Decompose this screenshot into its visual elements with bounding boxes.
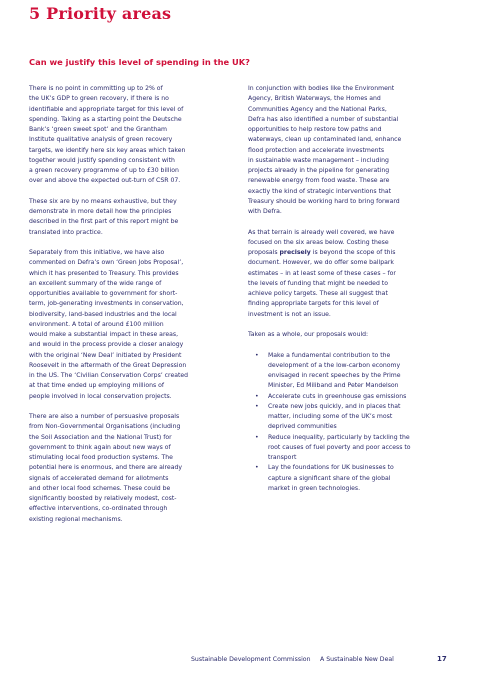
body-paragraph: Taken as a whole, our proposals would: <box>248 331 369 338</box>
footer-organisation: Sustainable Development Commission <box>191 656 311 663</box>
bullet-icon: • <box>255 392 259 400</box>
list-item-text: Accelerate cuts in greenhouse gas emissions <box>268 392 407 400</box>
list-item-text: Lay the foundations for UK businesses to capture a significant share of the global market in green technologies. <box>268 464 394 492</box>
bullet-icon: • <box>255 464 259 472</box>
list-item <box>248 392 456 402</box>
footer-publication: A Sustainable New Deal <box>320 656 394 663</box>
body-paragraph: These six are by no means exhaustive, but they demonstrate in more detail how the principles described in the first part of this report might be translated into practice. <box>29 197 179 236</box>
right-column <box>248 84 456 494</box>
page-title: 5 Priority areas <box>29 4 172 23</box>
list-item-text: Create new jobs quickly, and in places that matter, including some of the UK’s most deprived communities <box>268 402 401 431</box>
section-heading: Can we justify this level of spending in the UK? <box>29 57 250 67</box>
proposals-list <box>248 351 456 495</box>
list-item-text: Make a fundamental contribution to the development of a the low-carbon economy envisaged in recent speeches by the Prime Minister, Ed Miliband and Peter Mandelson <box>268 351 401 390</box>
list-item-text: Reduce inequality, particularly by tackling the root causes of fuel poverty and poor access to transport <box>268 433 411 461</box>
left-column <box>29 84 244 535</box>
list-item <box>248 402 456 433</box>
body-paragraph: In conjunction with bodies like the Environment Agency, British Waterways, the Homes and Communities Agency and the National Parks, Defra has also identified a number of substantial opportunities to help restore tow paths and waterways, clean up contaminated land, enhance flood protection and accelerate investments in sustainable waste management – including projects already in the pipeline for generating renewable energy from food waste. These are exactly the kind of strategic interventions that Treasury should be working hard to bring forward with Defra. <box>248 85 402 215</box>
body-paragraph: Separately from this initiative, we have also commented on Defra’s own ‘Green Jobs Proposal’, which it has presented to Treasury. This provides an excellent summary of the wide range of opportunities available to government for short- term, job-generating investments in conservation, biodiversity, land-based industries and the local environment. A total of around £100 million would make a substantial impact in these areas, and would in the process provide a closer analogy with the original ‘New Deal’ initiated by President Roosevelt in the aftermath of the Great Depression in the US. The ‘Civilian Conservation Corps’ created at that time ended up employing millions of people involved in local conservation projects. <box>29 249 189 400</box>
paragraph-text: As that terrain is already well covered, we have focused on the six areas below. Costing these proposals <box>248 228 395 256</box>
list-item <box>248 463 456 494</box>
list-item <box>248 351 456 392</box>
body-paragraph: There are also a number of persuasive proposals from Non-Governmental Organisations (including the Soil Association and the National Trust) for government to think again about new ways of stimulating local food production systems. The potential here is enormous, and there are already signals of accelerated demand for allotments and other local food schemes. These could be significantly boosted by relatively modest, cost- effective interventions, co-ordinated through existing regional mechanisms. <box>29 413 183 523</box>
body-paragraph: There is no point in committing up to 2% of the UK’s GDP to green recovery, if there is no identifiable and appropriate target for this level of spending. Taking as a starting point the Deutsche Bank’s ‘green sweet spot’ and the Grantham Institute qualitative analysis of green recovery targets, we identify here six key areas which taken together would justify spending consistent with a green recovery programme of up to £30 billion over and above the expected out-turn of CSR 07. <box>29 85 186 185</box>
body-paragraph <box>248 228 456 320</box>
page-number: 17 <box>437 655 447 663</box>
paragraph-text: is beyond the scope of this document. However, we do offer some ballpark estimates – in at least some of these cases – for the levels of funding that might be needed to achieve policy targets. These all suggest that finding appropriate targets for this level of investment is not an issue. <box>248 249 396 318</box>
bullet-icon: • <box>255 402 259 410</box>
list-item <box>248 433 456 464</box>
emphasis-text: precisely <box>279 249 311 256</box>
bullet-icon: • <box>255 351 259 359</box>
bullet-icon: • <box>255 433 259 441</box>
